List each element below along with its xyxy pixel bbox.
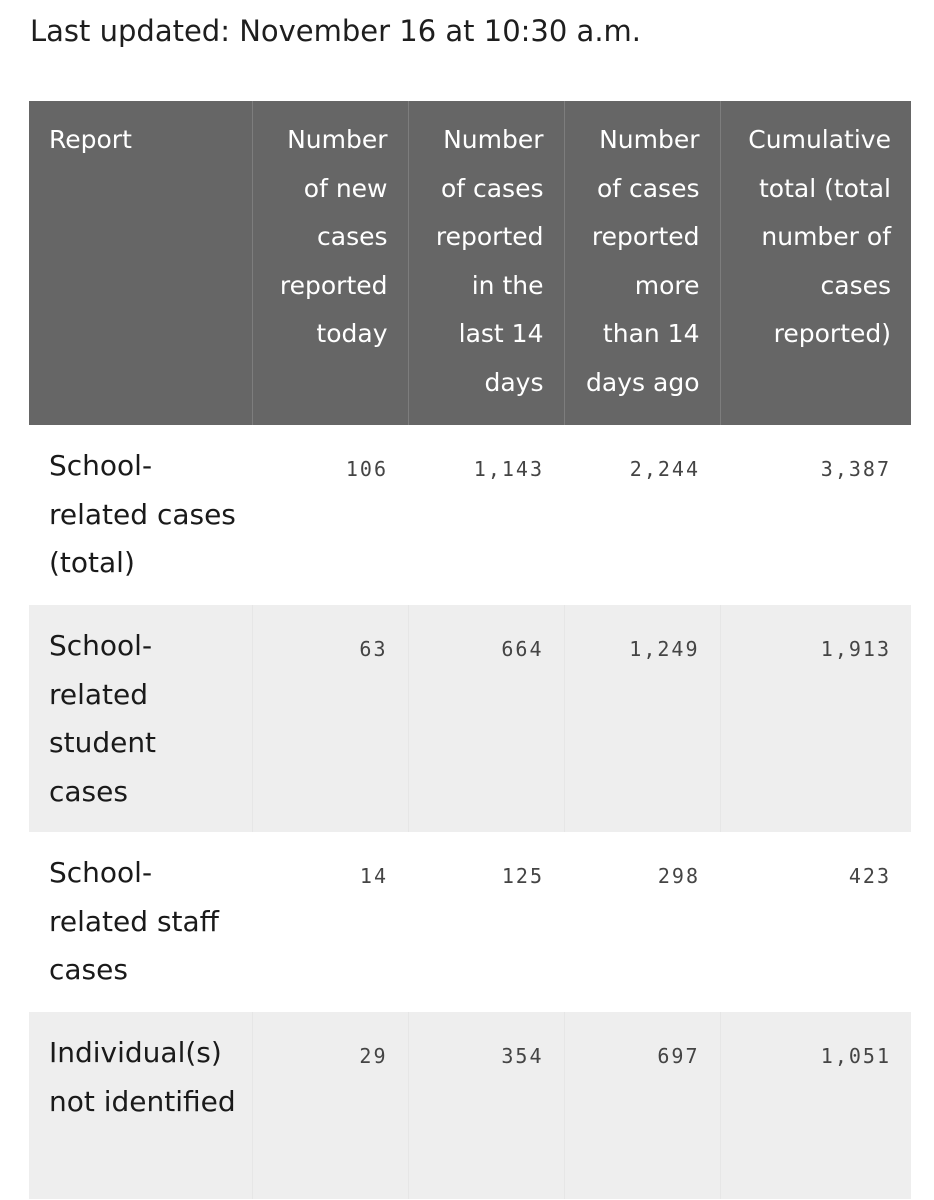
cell-more-than-14-days: 697 <box>564 1012 720 1199</box>
header-report: Report <box>29 101 252 425</box>
last-updated-text: Last updated: November 16 at 10:30 a.m. <box>30 14 642 48</box>
cell-cumulative: 423 <box>848 864 891 888</box>
header-last-14-days: Number of cases reported in the last 14 days <box>408 101 564 425</box>
header-cumulative: Cumulative total (total number of cases reported) <box>720 101 911 425</box>
cell-last-14-days: 354 <box>408 1012 564 1199</box>
table-row <box>29 605 911 832</box>
cell-more-than-14-days: 1,249 <box>564 605 720 832</box>
cell-new-today: 29 <box>252 1012 408 1199</box>
table-row <box>29 1012 911 1199</box>
cell-more-than-14-days: 2,244 <box>629 457 700 481</box>
cell-last-14-days: 1,143 <box>473 457 544 481</box>
row-label: School-related cases (total) <box>49 449 236 579</box>
cell-more-than-14-days: 298 <box>657 864 700 888</box>
row-label: School-related student cases <box>29 605 252 832</box>
cell-cumulative: 3,387 <box>820 457 891 481</box>
table-row <box>29 425 911 605</box>
header-more-than-14-days: Number of cases reported more than 14 days ago <box>564 101 720 425</box>
table-header-row <box>29 101 911 425</box>
cell-new-today: 63 <box>252 605 408 832</box>
cell-new-today: 106 <box>345 457 388 481</box>
row-label: Individual(s) not identified <box>29 1012 252 1199</box>
cell-last-14-days: 125 <box>501 864 544 888</box>
cell-cumulative: 1,913 <box>720 605 911 832</box>
header-new-today: Number of new cases reported today <box>252 101 408 425</box>
row-label: School-related staff cases <box>49 856 219 986</box>
cell-cumulative: 1,051 <box>720 1012 911 1199</box>
school-cases-table <box>29 101 911 1199</box>
table-row <box>29 832 911 1012</box>
cell-new-today: 14 <box>359 864 388 888</box>
cell-last-14-days: 664 <box>408 605 564 832</box>
